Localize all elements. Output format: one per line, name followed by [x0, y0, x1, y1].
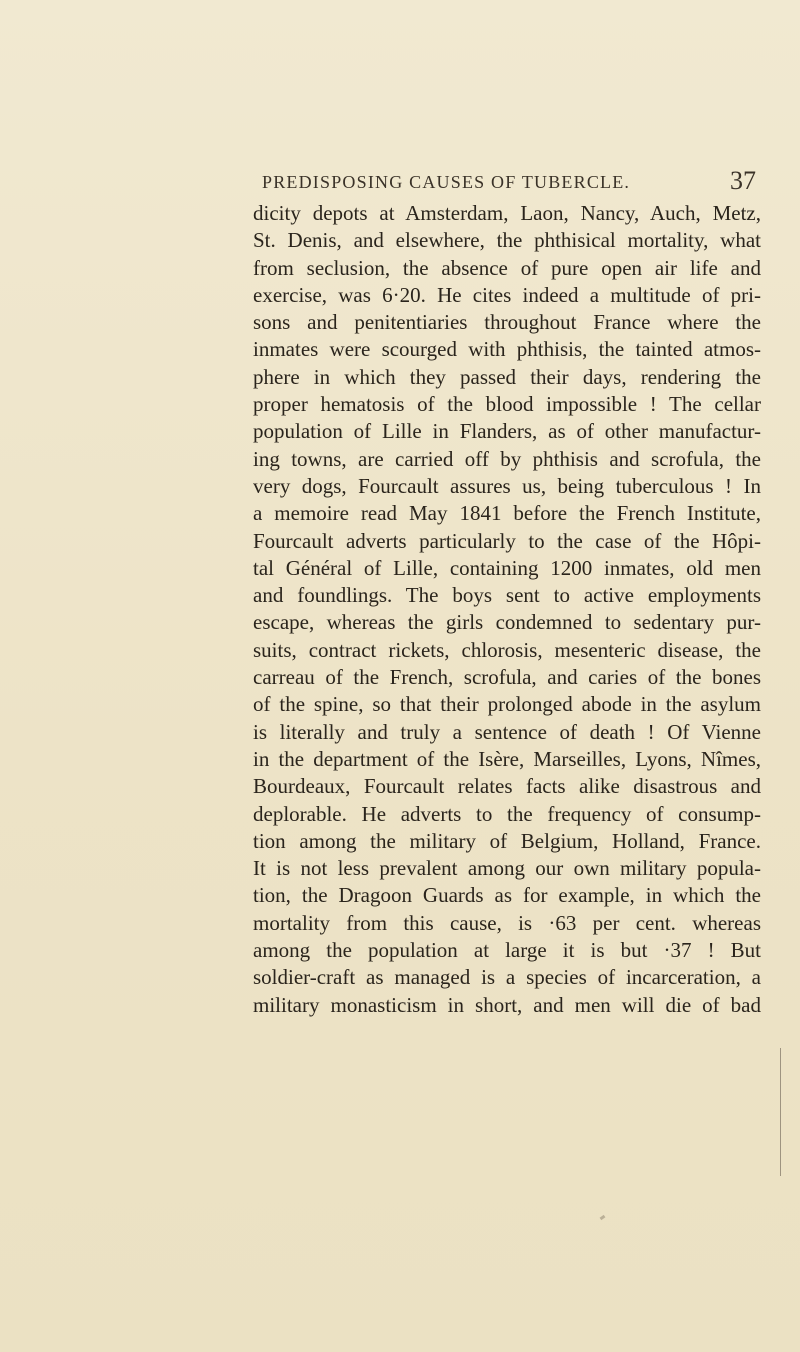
text-line: military monasticism in short, and men will die of bad [253, 992, 761, 1017]
text-line: tal Général of Lille, containing 1200 inmates, old men [253, 555, 761, 580]
text-line: exercise, was 6·20. He cites indeed a multitude of pri- [253, 282, 761, 307]
text-line: carreau of the French, scrofula, and caries of the bones [253, 665, 761, 690]
text-line: escape, whereas the girls condemned to sedentary pur- [253, 610, 761, 635]
text-line: among the population at large it is but ·37 ! But [253, 938, 761, 963]
text-line: soldier-craft as managed is a species of incarceration, a [253, 965, 761, 990]
text-line: from seclusion, the absence of pure open air life and [253, 255, 761, 280]
text-line: is literally and truly a sentence of death ! Of Vienne [253, 719, 761, 744]
text-line: deplorable. He adverts to the frequency of consump- [253, 801, 761, 826]
text-line: of the spine, so that their prolonged abode in the asylum [253, 692, 761, 717]
text-line: a memoire read May 1841 before the French Institute, [253, 501, 761, 526]
paper-fleck [600, 1215, 606, 1220]
text-line: suits, contract rickets, chlorosis, mesenteric disease, the [253, 637, 761, 662]
text-line: dicity depots at Amsterdam, Laon, Nancy, Auch, Metz, [253, 201, 761, 225]
text-line: Bourdeaux, Fourcault relates facts alike disastrous and [253, 774, 761, 799]
running-head [262, 166, 772, 200]
text-line: It is not less prevalent among our own military popula- [253, 856, 761, 881]
text-line: St. Denis, and elsewhere, the phthisical mortality, what [253, 228, 761, 253]
text-line: ing towns, are carried off by phthisis and scrofula, the [253, 446, 761, 471]
text-line: population of Lille in Flanders, as of other manufactur- [253, 419, 761, 444]
text-line: tion among the military of Belgium, Holland, France. [253, 828, 761, 853]
text-line: phere in which they passed their days, rendering the [253, 364, 761, 389]
text-line: and foundlings. The boys sent to active employments [253, 583, 761, 608]
running-title: PREDISPOSING CAUSES OF TUBERCLE. [262, 172, 631, 192]
page-number: 37 [730, 166, 756, 195]
text-line: very dogs, Fourcault assures us, being tuberculous ! In [253, 473, 761, 498]
margin-rule [780, 1048, 781, 1176]
text-line: Fourcault adverts particularly to the case of the Hôpi- [253, 528, 761, 553]
text-line: in the department of the Isère, Marseilles, Lyons, Nîmes, [253, 746, 761, 771]
text-line: inmates were scourged with phthisis, the tainted atmos- [253, 337, 761, 362]
body-paragraph [253, 200, 761, 1019]
text-line: mortality from this cause, is ·63 per cent. whereas [253, 910, 761, 935]
text-line: sons and penitentiaries throughout France where the [253, 310, 761, 335]
text-line: proper hematosis of the blood impossible ! The cellar [253, 392, 761, 417]
text-line: tion, the Dragoon Guards as for example, in which the [253, 883, 761, 908]
